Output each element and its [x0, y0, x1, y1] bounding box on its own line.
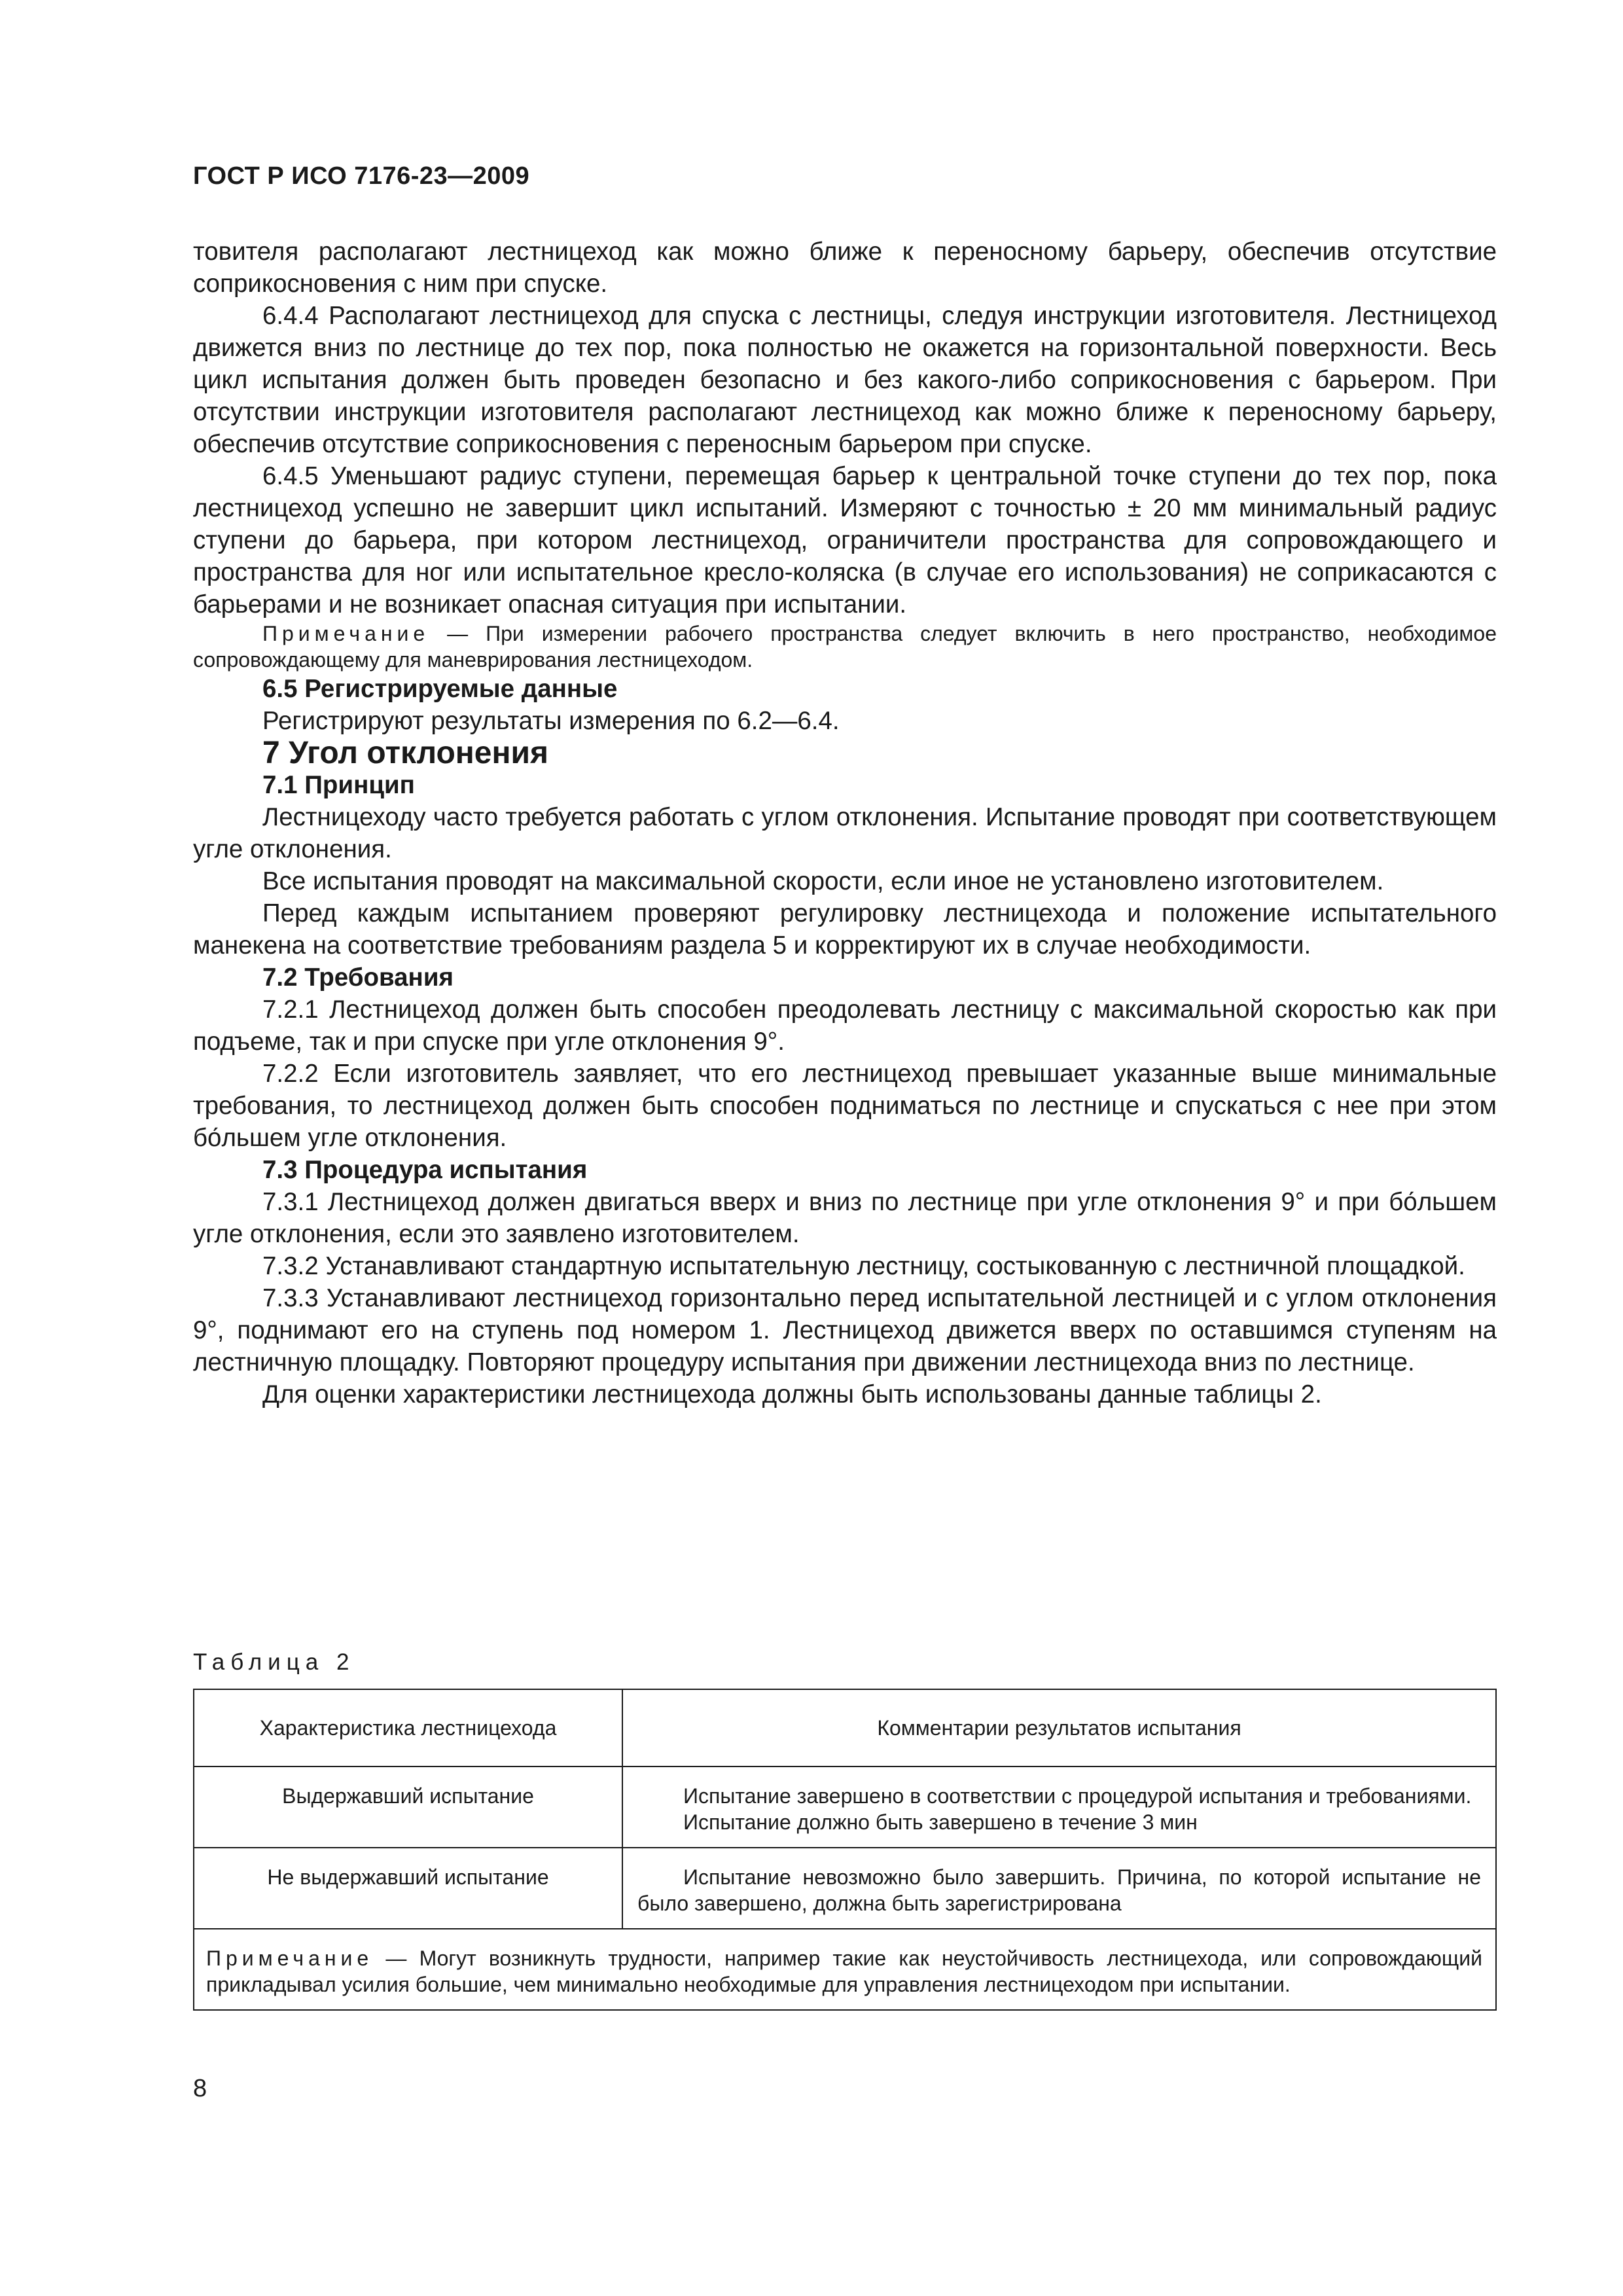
- note-label: Примечание: [206, 1946, 374, 1970]
- document-header: ГОСТ Р ИСО 7176-23—2009: [193, 162, 530, 190]
- table-cell: Не выдержавший испытание: [194, 1848, 622, 1929]
- paragraph-7-3-2: 7.3.2 Устанавливают стандартную испытательную лестницу, состыкованную с лестничной площадкой.: [262, 1252, 1465, 1280]
- note-text: — Могут возникнуть трудности, например такие как неустойчивость лестницехода, или сопровождающий прикладывал усилия большие, чем минимально необходимые для управления лестницеходом при испытании.: [206, 1946, 1482, 1996]
- paragraph-7-3-1: 7.3.1 Лестницеход должен двигаться вверх и вниз по лестнице при угле отклонения 9° и при бо́льшем угле отклонения, если это заявлено изготовителем.: [193, 1188, 1497, 1248]
- paragraph-6-4-4: 6.4.4 Располагают лестницеход для спуска с лестницы, следуя инструкции изготовителя. Лестницеход движется вниз по лестнице до тех пор, пока полностью не окажется на горизонтальной поверхности. Весь цикл испытания должен быть проведен безопасно и без какого-либо соприкосновения с барьером. При отсутствии инструкции изготовителя располагают лестницеход как можно ближе к переносному барьеру, обеспечив отсутствие соприкосновения с переносным барьером при спуске.: [193, 302, 1497, 458]
- heading-7-1: 7.1 Принцип: [262, 771, 415, 799]
- paragraph-7-3-3: 7.3.3 Устанавливают лестницеход горизонтально перед испытательной лестницей и с углом отклонения 9°, поднимают его на ступень под номером 1. Лестницеход движется вверх по оставшимся ступеням на лестничную площадку. Повторяют процедуру испытания при движении лестницехода вниз по лестнице.: [193, 1284, 1497, 1376]
- heading-6-5: 6.5 Регистрируемые данные: [262, 675, 618, 703]
- cell-paragraph: Испытание должно быть завершено в течение 3 мин: [683, 1810, 1198, 1834]
- table-header-cell: Комментарии результатов испытания: [622, 1689, 1496, 1767]
- heading-7-3: 7.3 Процедура испытания: [262, 1156, 588, 1184]
- paragraph-7-1-a: Лестницеходу часто требуется работать с углом отклонения. Испытание проводят при соответствующем угле отклонения.: [193, 803, 1497, 863]
- table-row: [194, 1848, 1496, 1929]
- table-cell: Выдержавший испытание: [194, 1767, 622, 1848]
- paragraph-6-5: Регистрируют результаты измерения по 6.2—6.4.: [262, 707, 840, 735]
- table-row: [194, 1767, 1496, 1848]
- paragraph-6-4-5: 6.4.5 Уменьшают радиус ступени, перемещая барьер к центральной точке ступени до тех пор, пока лестницеход успешно не завершит цикл испытаний. Измеряют с точностью ± 20 мм минимальный радиус ступени до барьера, при котором лестницеход, ограничители пространства для сопровождающего и пространства для ног или испытательное кресло-коляска (в случае его использования) не соприкасаются с барьерами и не возникает опасная ситуация при испытании.: [193, 462, 1497, 619]
- cell-paragraph: Испытание невозможно было завершить. Причина, по которой испытание не было завершено, должна быть зарегистрирована: [637, 1865, 1481, 1915]
- note-text: — При измерении рабочего пространства следует включить в него пространство, необходимое сопровождающему для маневрирования лестницеходом.: [193, 622, 1497, 672]
- table-header-row: [194, 1689, 1496, 1767]
- paragraph-7-3-3-b: Для оценки характеристики лестницехода должны быть использованы данные таблицы 2.: [262, 1380, 1322, 1408]
- document-body: [193, 236, 1497, 1410]
- paragraph-7-1-b: Все испытания проводят на максимальной скорости, если иное не установлено изготовителем.: [262, 867, 1384, 895]
- table-header-cell: Характеристика лестницехода: [194, 1689, 622, 1767]
- paragraph-continued: товителя располагают лестницеход как можно ближе к переносному барьеру, обеспечив отсутствие соприкосновения с ним при спуске.: [193, 238, 1497, 298]
- cell-paragraph: Испытание завершено в соответствии с процедурой испытания и требованиями.: [683, 1784, 1472, 1808]
- table-cell: [622, 1767, 1496, 1848]
- note-1: [193, 620, 1497, 673]
- paragraph-7-2-1: 7.2.1 Лестницеход должен быть способен преодолевать лестницу с максимальной скоростью как при подъеме, так и при спуске при угле отклонения 9°.: [193, 996, 1497, 1056]
- heading-7-2: 7.2 Требования: [262, 963, 454, 992]
- paragraph-7-1-c: Перед каждым испытанием проверяют регулировку лестницехода и положение испытательного манекена на соответствие требованиям раздела 5 и корректируют их в случае необходимости.: [193, 899, 1497, 960]
- note-label: Примечание: [262, 622, 430, 645]
- paragraph-7-2-2: 7.2.2 Если изготовитель заявляет, что его лестницеход превышает указанные выше минимальные требования, то лестницеход должен быть способен подниматься по лестнице и спускаться с нее при этом бо́льшем угле отклонения.: [193, 1060, 1497, 1152]
- page-number: 8: [193, 2075, 207, 2102]
- table-note-row: [194, 1929, 1496, 2010]
- table-cell: [622, 1848, 1496, 1929]
- heading-section-7: 7 Угол отклонения: [262, 736, 548, 770]
- results-table: [193, 1689, 1497, 2011]
- table-note: [194, 1929, 1496, 2010]
- table-caption: Таблица 2: [193, 1649, 355, 1675]
